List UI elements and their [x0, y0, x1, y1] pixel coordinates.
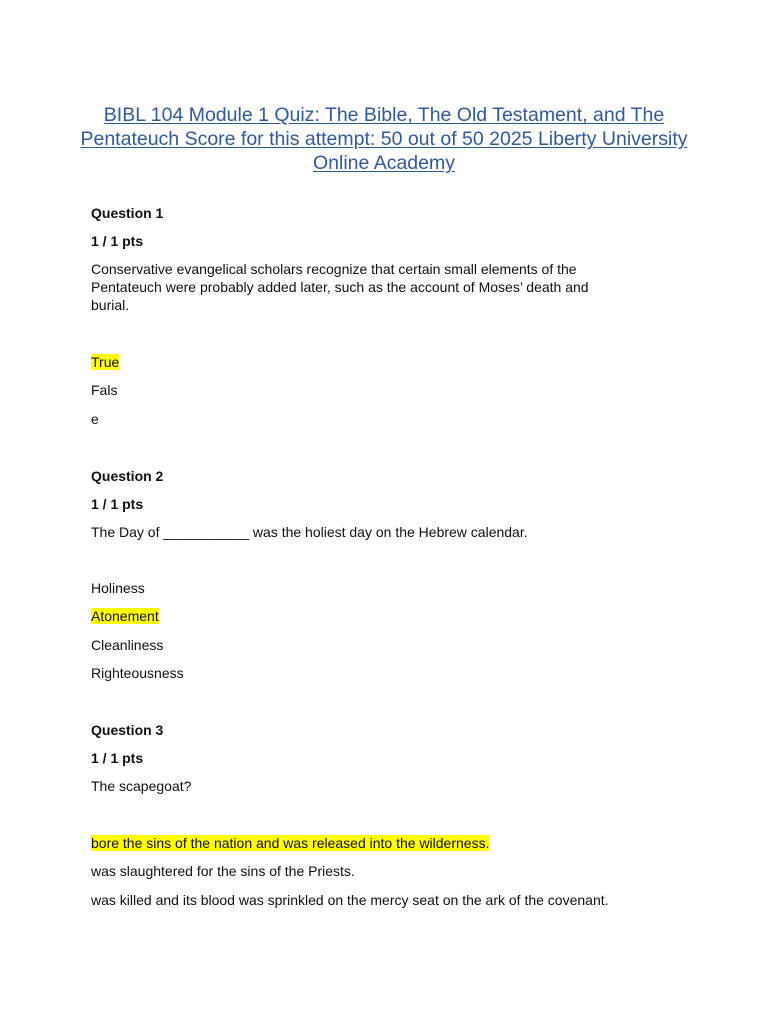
question-3-heading: Question 3: [91, 722, 164, 738]
page-title[interactable]: BIBL 104 Module 1 Quiz: The Bible, The Old Testament, and The Pentateuch Score for this attempt: 50 out of 50 2025 Liberty University Online Academy: [80, 104, 688, 174]
question-1-heading: Question 1: [91, 205, 164, 221]
question-2-answer-righteousness: Righteousness: [91, 665, 184, 681]
question-2-answer-cleanliness: Cleanliness: [91, 637, 164, 653]
question-1-answer-true: [91, 353, 119, 371]
question-2-points: 1 / 1 pts: [91, 496, 144, 512]
selected-answer-highlight: Atonement: [91, 608, 159, 624]
question-2-answer-holiness: Holiness: [91, 580, 145, 596]
question-1-answer-false-part-2: e: [91, 411, 99, 427]
selected-answer-highlight: True: [91, 354, 120, 370]
selected-answer-highlight: bore the sins of the nation and was released into the wilderness.: [91, 835, 490, 851]
question-1-points: 1 / 1 pts: [91, 233, 144, 249]
question-3-answer-1: [91, 834, 489, 852]
question-3-answer-3: was killed and its blood was sprinkled on the mercy seat on the ark of the covenant.: [91, 892, 609, 908]
question-1-prompt-line-2: Pentateuch were probably added later, such as the account of Moses’ death and: [91, 279, 589, 295]
question-2-heading: Question 2: [91, 468, 164, 484]
question-2-answer-atonement: [91, 607, 159, 625]
question-1-prompt-line-3: burial.: [91, 297, 130, 313]
question-2-prompt: The Day of ___________ was the holiest day on the Hebrew calendar.: [91, 524, 528, 540]
question-3-prompt: The scapegoat?: [91, 778, 192, 794]
question-1-answer-false-part-1: Fals: [91, 382, 118, 398]
question-1-prompt-line-1: Conservative evangelical scholars recognize that certain small elements of the: [91, 261, 577, 277]
question-3-answer-2: was slaughtered for the sins of the Priests.: [91, 863, 355, 879]
question-3-points: 1 / 1 pts: [91, 750, 144, 766]
